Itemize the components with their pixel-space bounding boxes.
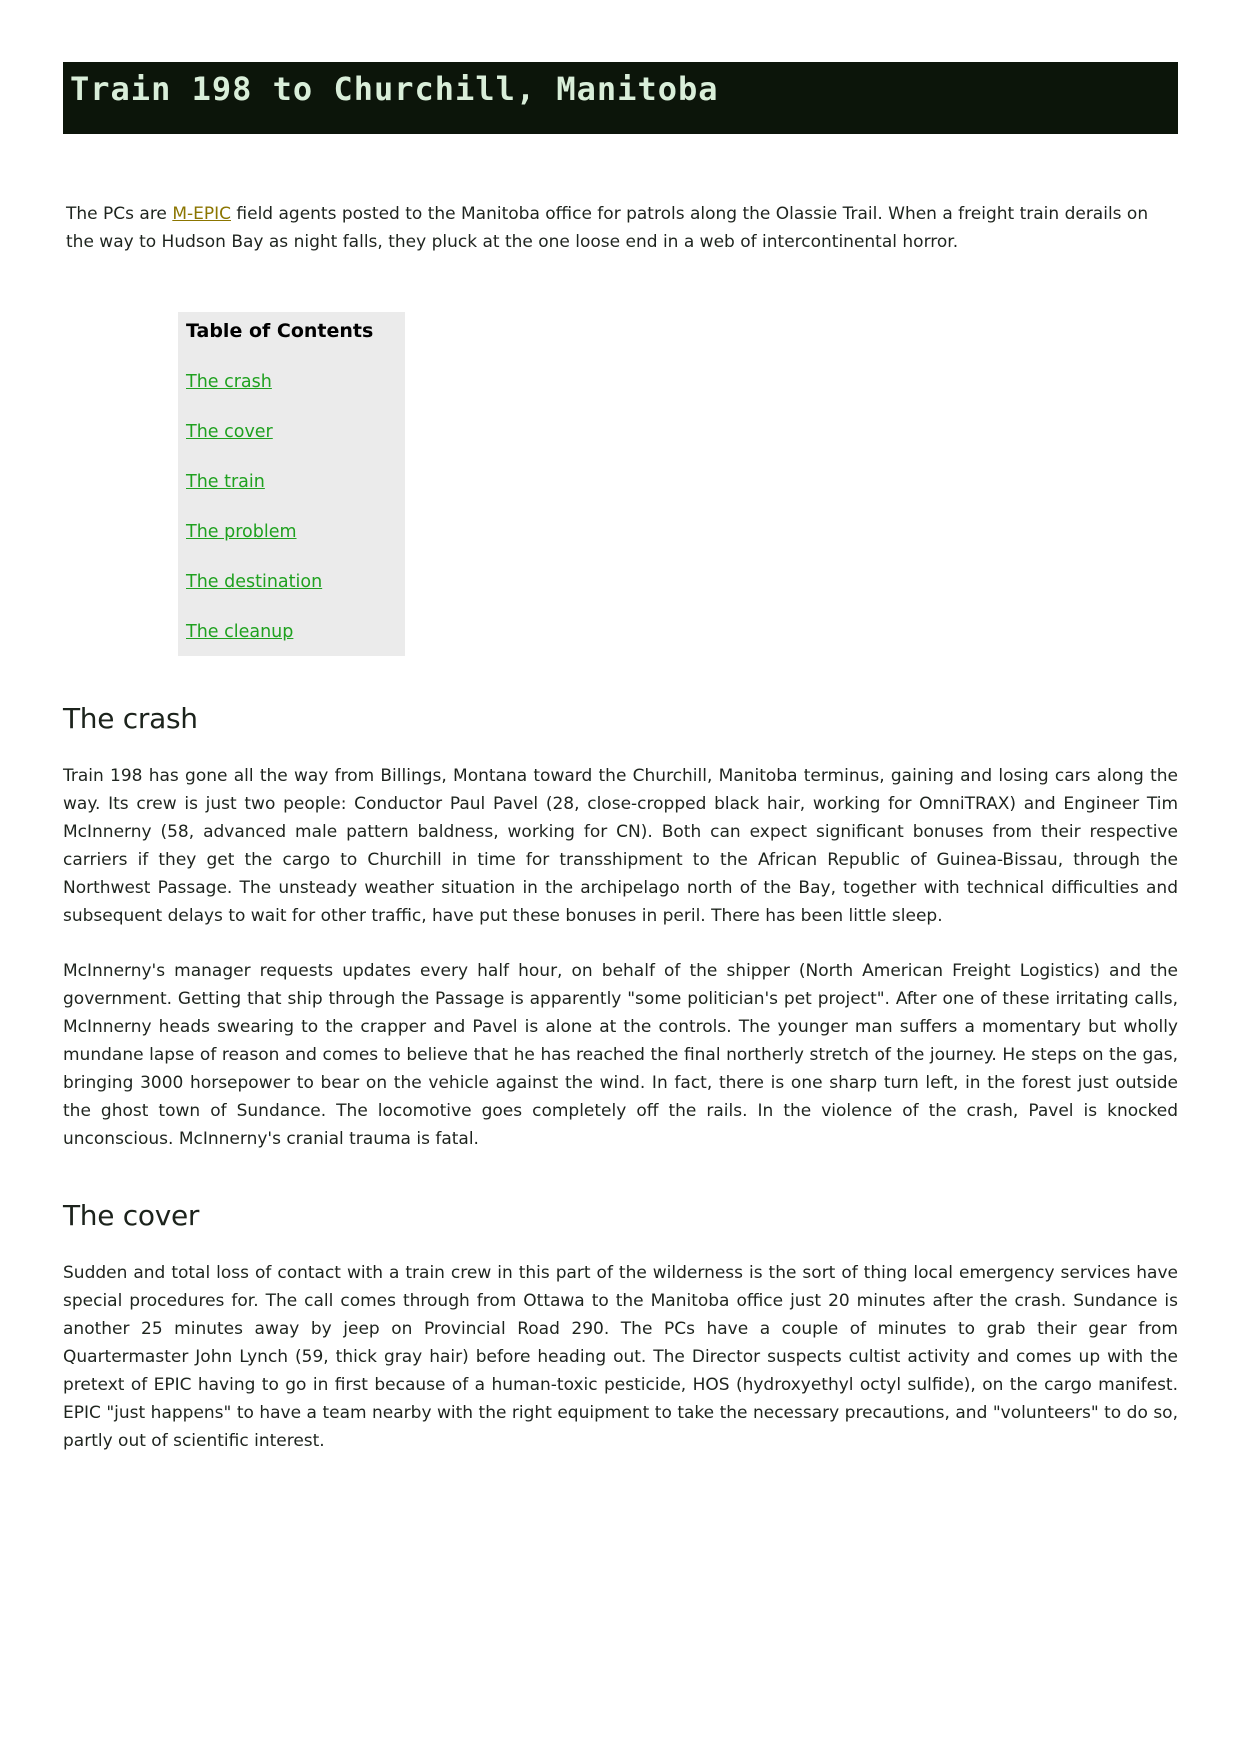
section-heading-the-crash: The crash (63, 702, 198, 735)
toc-link-the-crash[interactable]: The crash (186, 372, 272, 392)
toc-link-the-destination[interactable]: The destination (186, 572, 323, 592)
intro-text-after: field agents posted to the Manitoba office for patrols along the Olassie Trail. When a freight train derails on the way to Hudson Bay as night falls, they pluck at the one loose end in a web of intercontinental horror. (66, 204, 1149, 252)
page-title-banner (63, 62, 1178, 134)
intro-text-before: The PCs are (66, 204, 173, 224)
intro-paragraph (66, 200, 1178, 256)
toc-link-the-train[interactable]: The train (186, 472, 265, 492)
page-title: Train 198 to Churchill, Manitoba (70, 70, 719, 108)
toc-title: Table of Contents (186, 320, 374, 342)
paragraph-crash-1: Train 198 has gone all the way from Billings, Montana toward the Churchill, Manitoba terminus, gaining and losing cars along the way. Its crew is just two people: Conductor Paul Pavel (28, close-cropped black hair, working for OmniTRAX) and Engineer Tim McInnerny (58, advanced male pattern baldness, working for CN). Both can expect significant bonuses from their respective carriers if they get the cargo to Churchill in time for transshipment to the African Republic of Guinea-Bissau, through the Northwest Passage. The unsteady weather situation in the archipelago north of the Bay, together with technical difficulties and subsequent delays to wait for other traffic, have put these bonuses in peril. There has been little sleep. (63, 766, 1178, 926)
paragraph-crash-2: McInnerny's manager requests updates every half hour, on behalf of the shipper (North American Freight Logistics) and the government. Getting that ship through the Passage is apparently "some politician's pet project". After one of these irritating calls, McInnerny heads swearing to the crapper and Pavel is alone at the controls. The younger man suffers a momentary but wholly mundane lapse of reason and comes to believe that he has reached the final northerly stretch of the journey. He steps on the gas, bringing 3000 horsepower to bear on the vehicle against the wind. In fact, there is one sharp turn left, in the forest just outside the ghost town of Sundance. The locomotive goes completely off the rails. In the violence of the crash, Pavel is knocked unconscious. McInnerny's cranial trauma is fatal. (63, 961, 1178, 1149)
table-of-contents (178, 312, 405, 656)
m-epic-link[interactable]: M-EPIC (172, 204, 231, 224)
toc-link-the-cover[interactable]: The cover (186, 422, 273, 442)
paragraph-cover-1: Sudden and total loss of contact with a train crew in this part of the wilderness is the sort of thing local emergency services have special procedures for. The call comes through from Ottawa to the Manitoba office just 20 minutes after the crash. Sundance is another 25 minutes away by jeep on Provincial Road 290. The PCs have a couple of minutes to grab their gear from Quartermaster John Lynch (59, thick gray hair) before heading out. The Director suspects cultist activity and comes up with the pretext of EPIC having to go in first because of a human-toxic pesticide, HOS (hydroxyethyl octyl sulfide), on the cargo manifest. EPIC "just happens" to have a team nearby with the right equipment to take the necessary precautions, and "volunteers" to do so, partly out of scientific interest. (63, 1263, 1178, 1451)
section-heading-the-cover: The cover (63, 1199, 200, 1232)
toc-link-the-problem[interactable]: The problem (186, 522, 297, 542)
toc-link-the-cleanup[interactable]: The cleanup (186, 622, 294, 642)
